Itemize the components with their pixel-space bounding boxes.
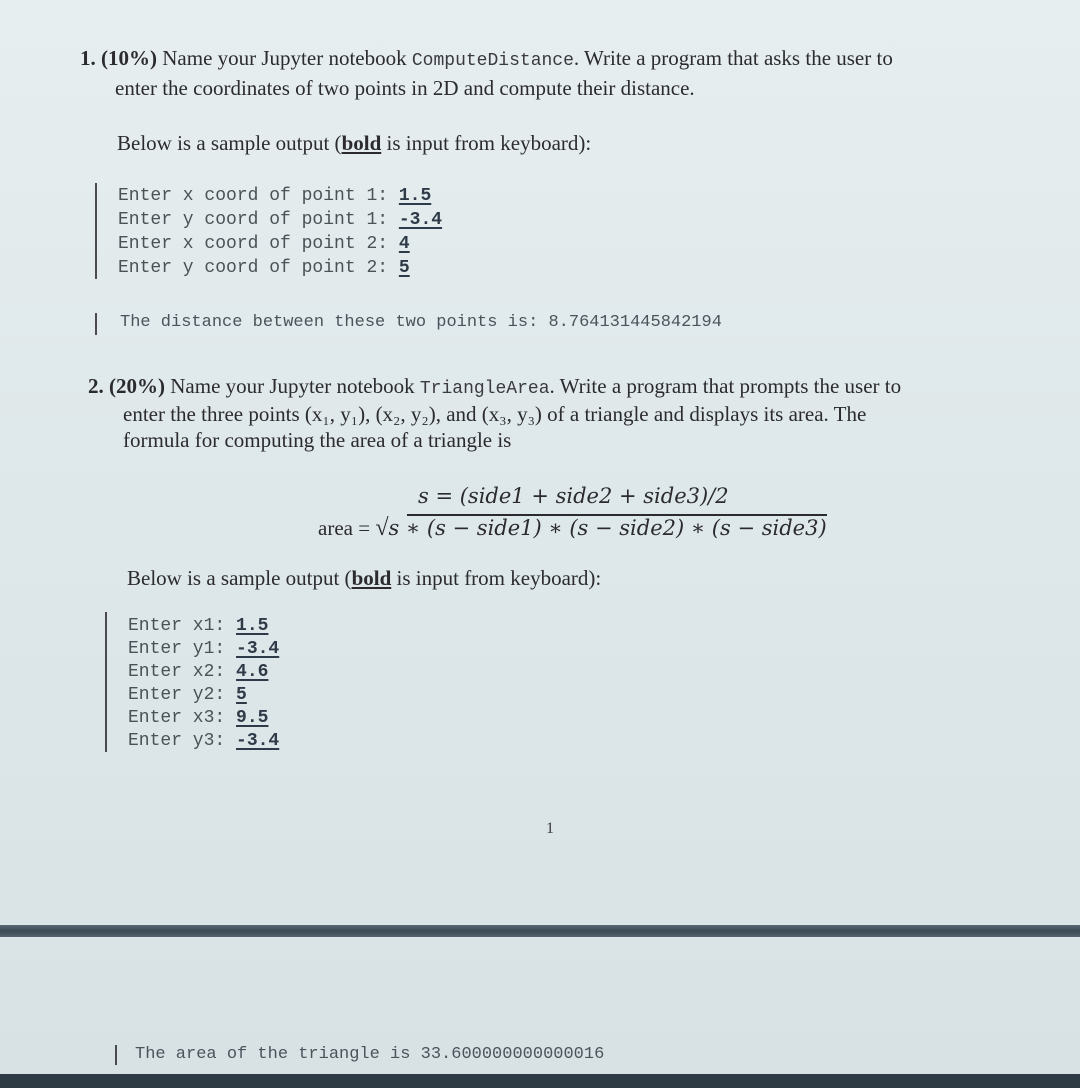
q2-line1 [88,374,901,399]
q1-prompt-3-text: Enter x coord of point 2: [118,234,399,254]
q2-percent: (20%) [109,374,165,398]
formula-area-radicand: s ∗ (s − side1) ∗ (s − side2) ∗ (s − side3) [388,516,827,540]
q1-prompt-3 [118,234,410,254]
q2-sample-label [127,566,601,591]
sqrt-sign: √ [375,515,389,541]
formula-area-label: area = [318,516,376,540]
q2-prompt-6-text: Enter y3: [128,731,237,751]
q1-prompt-4 [118,258,410,278]
q2-prompt-1-text: Enter x1: [128,616,237,636]
q2-line1-post: . Write a program that prompts the user to [549,374,902,398]
q2-sample-post: is input from keyboard): [391,566,602,590]
q1-notebook-name: ComputeDistance [411,51,574,71]
q2-line2: enter the three points (x₁, y₁), (x₂, y₂), and (x₃, y₃) of a triangle and displays its area. The [123,402,867,426]
q1-prompt-1 [118,186,431,206]
q1-percent: (10%) [101,46,157,70]
q2-sample-bold: bold [351,566,392,590]
q2-number: 2. [88,374,104,398]
q1-result-bar [95,313,97,335]
q2-prompt-2-text: Enter y1: [128,639,237,659]
q1-line1 [80,46,893,71]
q1-sample-pre: Below is a sample output ( [117,131,342,155]
q2-prompt-4-input: 5 [236,685,247,705]
q2-prompt-3-input: 4.6 [236,662,269,682]
q1-sample-post: is input from keyboard): [381,131,592,155]
q2-prompt-4-text: Enter y2: [128,685,237,705]
q1-prompt-2-text: Enter y coord of point 1: [118,210,399,230]
q2-notebook-name: TriangleArea [419,379,550,399]
bottom-strip [0,1074,1080,1088]
formula-s-text: s = (side1 + side2 + side3)/2 [418,484,729,508]
q1-prompt-4-text: Enter y coord of point 2: [118,258,399,278]
q2-prompt-3-text: Enter x2: [128,662,237,682]
q1-prompt-2-input: -3.4 [398,210,443,230]
q2-prompt-3 [128,662,268,682]
q2-prompt-4 [128,685,247,705]
q2-result-bar [115,1045,117,1065]
q2-prompt-5-text: Enter x3: [128,708,237,728]
formula-s [418,484,729,509]
q2-line3: formula for computing the area of a triangle is [123,428,512,452]
q1-sample-label [117,131,591,156]
q2-prompt-2-input: -3.4 [236,639,280,659]
q2-prompt-6-input: -3.4 [236,731,280,751]
q2-prompt-6 [128,731,279,751]
formula-area [318,515,827,542]
q1-sample-bold: bold [341,131,382,155]
page-divider [0,925,1080,937]
q1-prompt-2 [118,210,442,230]
q1-line2: enter the coordinates of two points in 2D and compute their distance. [115,76,695,100]
q1-result: The distance between these two points is: 8.764131445842194 [120,313,722,332]
q2-prompt-5-input: 9.5 [236,708,269,728]
q1-line1-post: . Write a program that asks the user to [573,46,893,70]
page-number: 1 [546,820,554,837]
q1-prompt-4-input: 5 [398,258,410,278]
q2-line1-pre: Name your Jupyter notebook [165,374,420,398]
q2-prompt-1 [128,616,268,636]
q1-prompt-1-input: 1.5 [398,186,432,206]
q1-line1-pre: Name your Jupyter notebook [157,46,412,70]
sqrt-overline [407,514,827,516]
q1-prompt-1-text: Enter x coord of point 1: [118,186,399,206]
q2-sample-pre: Below is a sample output ( [127,566,352,590]
q2-prompt-1-input: 1.5 [236,616,269,636]
q2-result: The area of the triangle is 33.600000000000016 [135,1045,605,1064]
q2-prompt-2 [128,639,279,659]
q1-prompt-3-input: 4 [398,234,410,254]
q2-prompt-5 [128,708,268,728]
q1-number: 1. [80,46,96,70]
